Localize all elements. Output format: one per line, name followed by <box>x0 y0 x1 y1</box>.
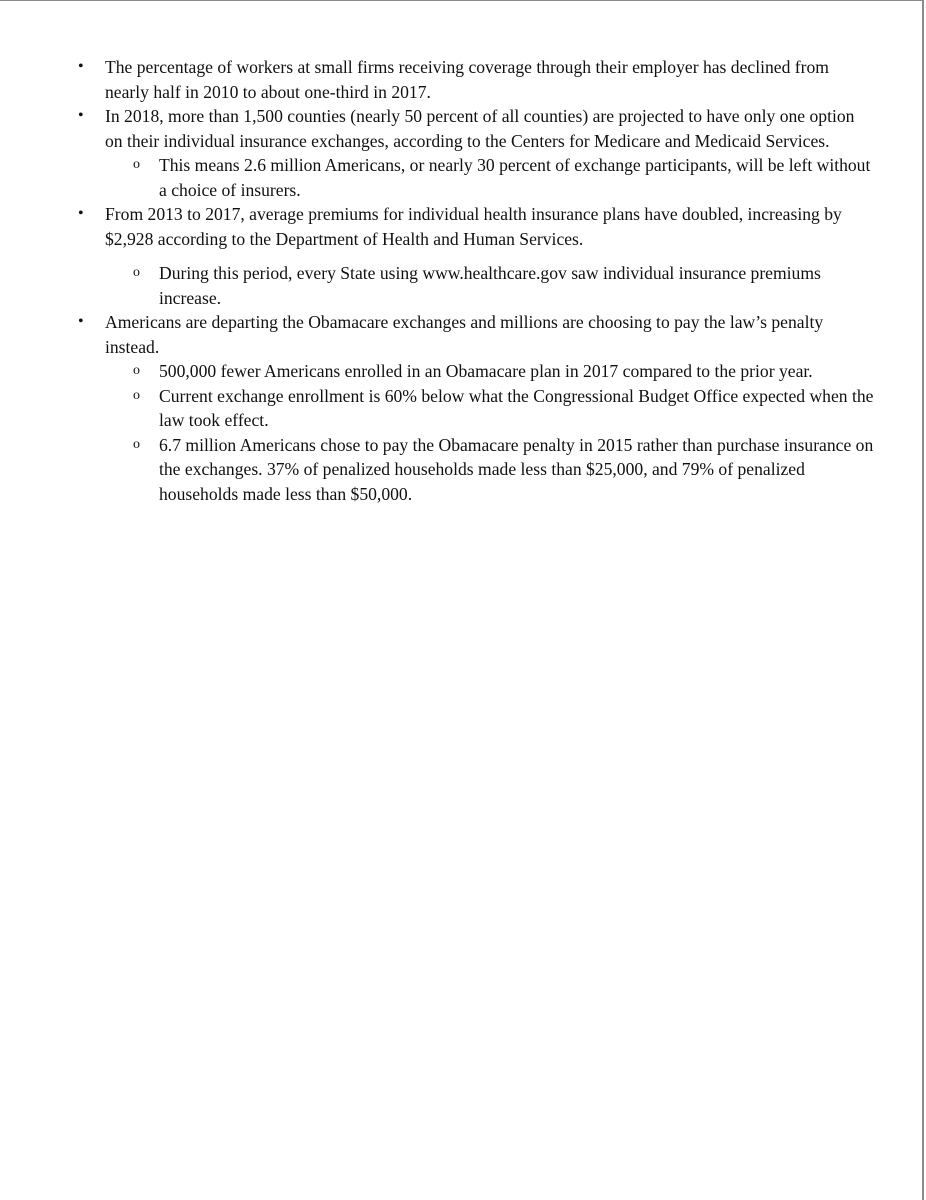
bullet-item <box>0 310 926 359</box>
sub-bullet-text: 6.7 million Americans chose to pay the Obamacare penalty in 2015 rather than purchase insurance on the exchanges. 37% of penalized households made less than $25,000, and 79% of penalized households made less than $50,000. <box>159 434 874 504</box>
sub-bullet-item <box>0 359 926 384</box>
bullet-text: From 2013 to 2017, average premiums for individual health insurance plans have doubled, increasing by $2,928 according to the Department of Health and Human Services. <box>105 204 842 249</box>
sub-bullet-text: 500,000 fewer Americans enrolled in an Obamacare plan in 2017 compared to the prior year. <box>159 361 813 381</box>
sub-bullet-text: This means 2.6 million Americans, or nearly 30 percent of exchange participants, will be left without a choice of insurers. <box>159 155 871 200</box>
sub-bullet-marker: o <box>133 157 140 172</box>
bullet-item <box>0 202 926 251</box>
sub-bullet-marker: o <box>133 363 140 378</box>
bullet-text: Americans are departing the Obamacare exchanges and millions are choosing to pay the law’s penalty instead. <box>105 312 824 357</box>
document-body <box>0 55 926 506</box>
sub-bullet-item <box>0 153 926 202</box>
sub-bullet-marker: o <box>133 387 140 403</box>
bullet-marker: • <box>78 107 84 124</box>
sub-bullet-text: During this period, every State using www.healthcare.gov saw individual insurance premiums increase. <box>159 263 821 308</box>
bullet-item <box>0 104 926 153</box>
bullet-text: The percentage of workers at small firms receiving coverage through their employer has declined from nearly half in 2010 to about one-third in 2017. <box>105 57 829 102</box>
sub-bullet-marker: o <box>133 265 140 280</box>
sub-bullet-item <box>0 433 926 507</box>
bullet-marker: • <box>78 205 84 222</box>
sub-bullet-text: Current exchange enrollment is 60% below what the Congressional Budget Office expected when the law took effect. <box>159 385 874 430</box>
bullet-text: In 2018, more than 1,500 counties (nearly 50 percent of all counties) are projected to have only one option on their individual insurance exchanges, according to the Centers for Medicare and Medicaid Services. <box>105 106 855 151</box>
sub-bullet-item <box>0 261 926 310</box>
sub-bullet-item <box>0 384 926 433</box>
sub-bullet-marker: o <box>133 436 140 452</box>
bullet-item <box>0 55 926 104</box>
bullet-marker: • <box>78 313 84 330</box>
bullet-marker: • <box>78 58 84 75</box>
